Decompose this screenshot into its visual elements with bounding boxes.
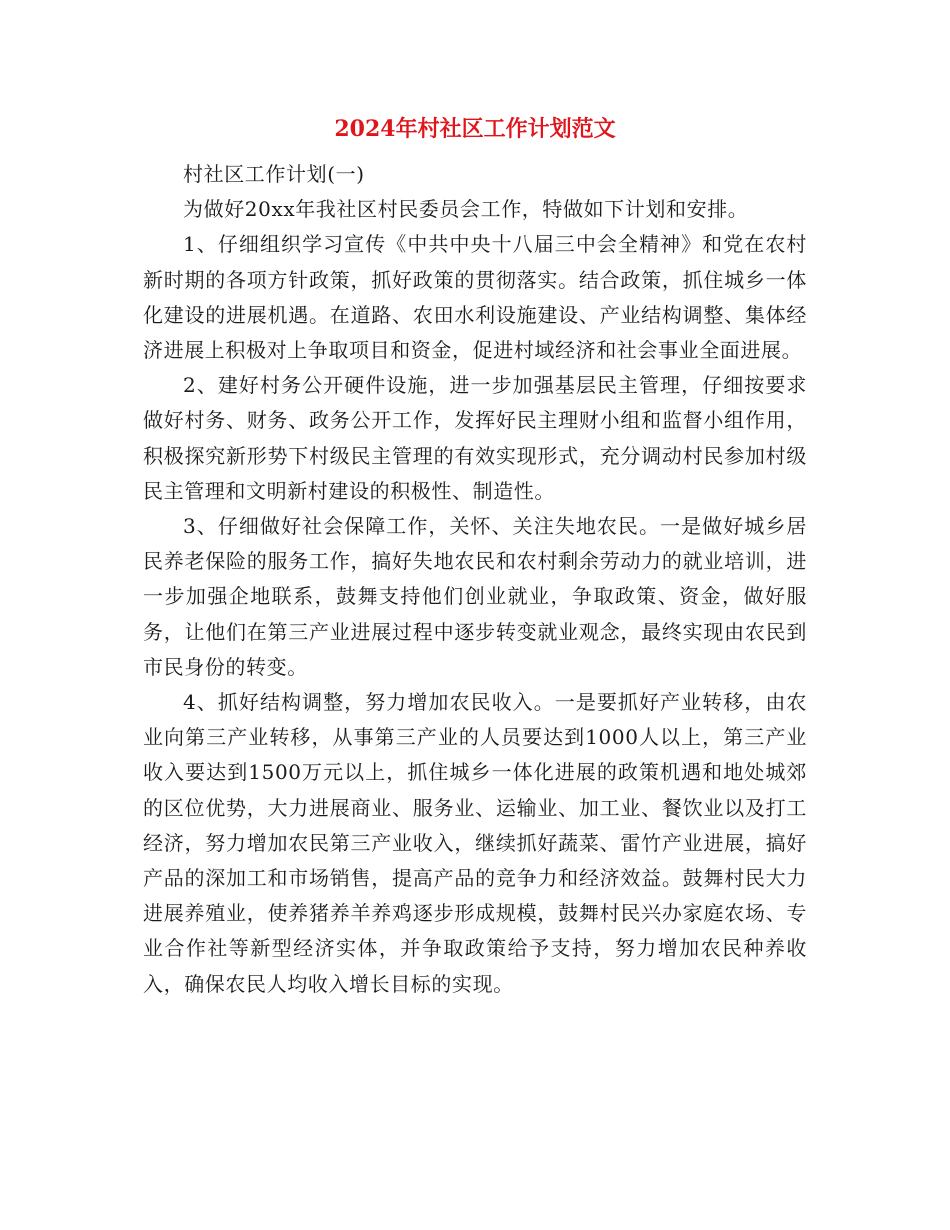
section-heading: 村社区工作计划(一): [183, 162, 365, 186]
intro-paragraph: 为做好20xx年我社区村民委员会工作，特做如下计划和安排。: [183, 197, 749, 222]
item-4-paragraph: 4、抓好结构调整，努力增加农民收入。一是要抓好产业转移，由农业向第三产业转移，从事第三产业的人员要达到1000人以上，第三产业收入要达到1500万元以上，抓住城乡一体化进展的政策机遇和地处城郊的区位优势，大力进展商业、服务业、运输业、加工业、餐饮业以及打工经济，努力增加农民第三产业收入，继续抓好蔬菜、雷竹产业进展，搞好产品的深加工和市场销售，提高产品的竞争力和经济效益。鼓舞村民大力进展养殖业，使养猪养羊养鸡逐步形成规模，鼓舞村民兴办家庭农场、专业合作社等新型经济实体，并争取政策给予支持，努力增加农民种养收入，确保农民人均收入增长目标的实现。: [143, 690, 807, 996]
document-body: [143, 157, 807, 1002]
document-title: 2024年村社区工作计划范文: [334, 116, 616, 142]
item-3-paragraph: 3、仔细做好社会保障工作，关怀、关注失地农民。一是做好城乡居民养老保险的服务工作，搞好失地农民和农村剩余劳动力的就业培训，进一步加强企地联系，鼓舞支持他们创业就业，争取政策、资金，做好服务，让他们在第三产业进展过程中逐步转变就业观念，最终实现由农民到市民身份的转变。: [143, 514, 807, 679]
item-2-paragraph: 2、建好村务公开硬件设施，进一步加强基层民主管理，仔细按要求做好村务、财务、政务公开工作，发挥好民主理财小组和监督小组作用，积极探究新形势下村级民主管理的有效实现形式，充分调动村民参加村级民主管理和文明新村建设的积极性、制造性。: [143, 373, 807, 503]
item-1-paragraph: 1、仔细组织学习宣传《中共中央十八届三中会全精神》和党在农村新时期的各项方针政策，抓好政策的贯彻落实。结合政策，抓住城乡一体化建设的进展机遇。在道路、农田水利设施建设、产业结构调整、集体经济进展上积极对上争取项目和资金，促进村域经济和社会事业全面进展。: [143, 232, 807, 363]
